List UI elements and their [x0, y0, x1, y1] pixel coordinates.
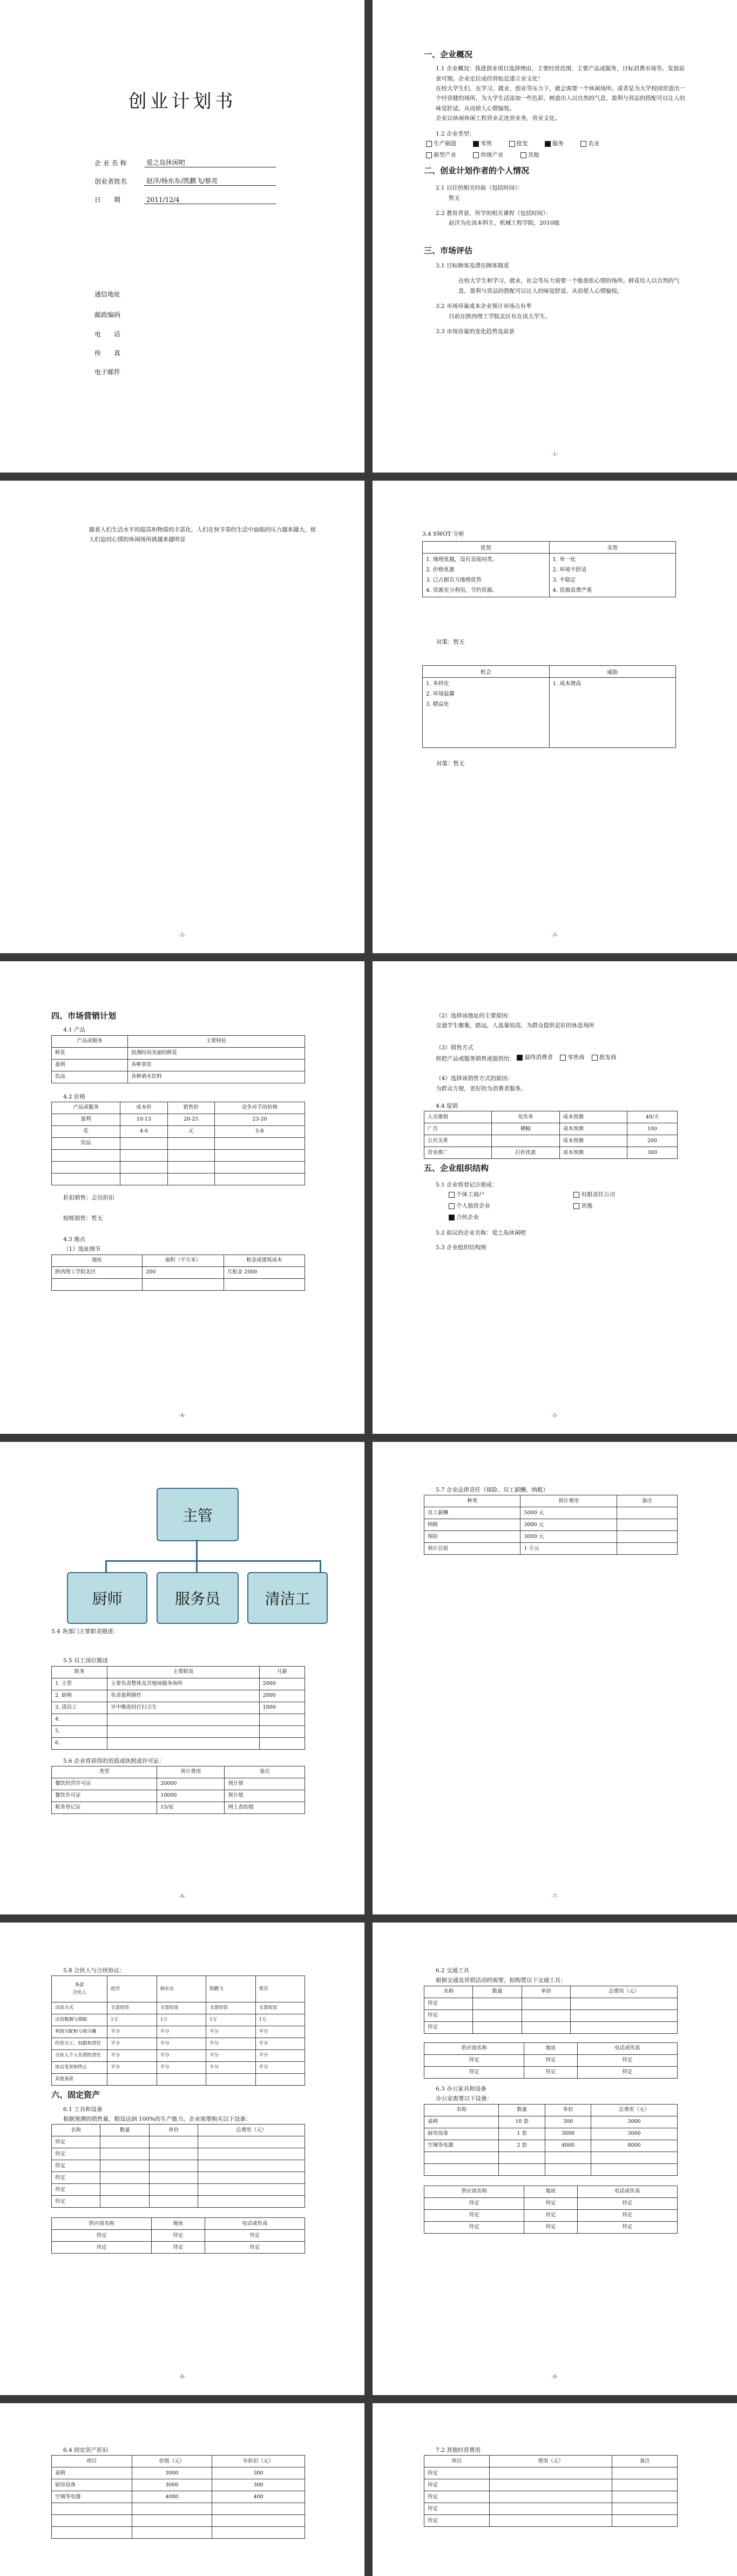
- page-number: -3-: [551, 933, 558, 938]
- checkbox-empty-icon: [573, 1192, 579, 1198]
- table-row: [424, 2163, 678, 2175]
- field-label: 日 期: [94, 196, 121, 204]
- sales-reason-label: （4）选择该销售方式的原因：: [436, 1075, 513, 1082]
- section-5-5: 5.5 员工岗位描述: [63, 1657, 109, 1664]
- table-row: 待定: [52, 2172, 305, 2184]
- enterprise-type-options: [424, 139, 688, 150]
- checkbox-empty-icon: [520, 152, 526, 158]
- header-opportunities: 机会: [423, 666, 550, 678]
- table-row: 保险 3000 元: [424, 1531, 678, 1543]
- table-row: 待定: [424, 2009, 678, 2021]
- page-number: -1-: [551, 452, 558, 457]
- table-row: 待定: [424, 1998, 678, 2009]
- table-row: 利润分配和亏损分摊 平分 平分 平分 平分: [52, 2026, 305, 2038]
- para-3-2-value: 目前在陕西理工学院北区有在读大学生。: [449, 313, 551, 320]
- checkbox-checked-icon: [517, 1055, 523, 1061]
- registration-options: [424, 1190, 678, 1224]
- section-5-7: 5.7 企业法律责任（保险、员工薪酬、纳税）: [436, 1487, 549, 1493]
- table-row: [52, 1150, 305, 1162]
- header-weaknesses: 劣势: [549, 542, 676, 554]
- vehicle-table: 名称 数量 单价 总费用（元） 待定 待定 待定: [424, 1986, 678, 2034]
- table-row: 花 4-6 元 5-8: [52, 1126, 305, 1138]
- table-row: 待定: [52, 2148, 305, 2160]
- table-row: 待定: [424, 2021, 678, 2033]
- para-2-1-value: 暂无: [449, 194, 460, 201]
- checkbox-end-consumer: 最终消费者: [517, 1053, 553, 1062]
- checkbox-empty-icon: [426, 152, 432, 158]
- checkbox-empty-icon: [509, 141, 515, 147]
- location-table: 地址 面积（平方米） 租金或建筑成本 陕西理工学院北区 200 月租金 2000: [51, 1255, 305, 1291]
- heading-overview: 一、企业概况: [424, 50, 473, 59]
- checkbox-traditional: 传统产业: [473, 150, 503, 160]
- table-row: 盈利 各种茶饮: [52, 1059, 305, 1071]
- checkbox-new-industry: 新型产业: [426, 150, 456, 160]
- swot-note-2: 对策：暂无: [436, 760, 465, 767]
- para-2-2-value: 赵洋为在读本科生，机械工程学院，2010级: [449, 220, 560, 227]
- contact-fax: 传 真: [94, 349, 121, 357]
- section-5-4: 5.4 各部门主要职责描述：: [51, 1628, 119, 1635]
- field-company: [94, 156, 276, 167]
- section-5-3: 5.3 企业组织结构图: [436, 1244, 486, 1251]
- swot-table-1: [422, 541, 676, 597]
- section-6-2-desc: 根据交通及营销活动的需要，拟购置以下交通工具：: [436, 1977, 566, 1984]
- table-row: 员工薪酬 5000 元: [424, 1507, 678, 1519]
- section-6-4: 6.4 固定资产折旧: [63, 2447, 109, 2453]
- org-connector: [196, 1560, 198, 1572]
- page-vehicles-office: [373, 1923, 737, 2395]
- checkbox-checked-icon: [545, 141, 551, 147]
- checkbox-wholesaler: 批发商: [592, 1053, 617, 1062]
- table-row: 人员推销 发传单 成本预测 40/天: [424, 1111, 678, 1123]
- org-connector: [320, 1560, 321, 1572]
- para-2-2: 2.2 教育背景，所学的相关课程（包括时间）：: [436, 210, 552, 217]
- enterprise-type-options-2: [424, 150, 688, 161]
- header-threats: 威胁: [549, 666, 676, 678]
- sales-method-options: 将把产品或服务销售或提供给： 最终消费者 零售商 批发商: [424, 1053, 678, 1064]
- org-node-manager: 主管: [157, 1488, 239, 1541]
- para-market-trend: 随着人们生活水平的提高和物质的丰富化，人们在快节奏的生活中面临的压力越来越大，使人们迫切心情的休闲场所就越来越明显: [89, 527, 316, 543]
- checkbox-agriculture: 农业: [580, 139, 599, 149]
- table-row: 其他条款: [52, 2074, 305, 2086]
- heading-marketing: 四、市场营销计划: [51, 1011, 117, 1021]
- field-label: 创业者姓名: [94, 178, 127, 185]
- table-row: 待定 待定 待定: [424, 2209, 678, 2221]
- table-row: 预计总值 1 万元: [424, 1543, 678, 1555]
- section-4-2: 4.2 价格: [63, 1093, 86, 1100]
- promotion-table: [424, 1111, 678, 1159]
- table-row: 桌椅 10 套 300 3000: [424, 2116, 678, 2128]
- field-value: 赵洋/杨东东/凯鹏飞/蔡亮: [144, 176, 276, 186]
- product-table: 产品或服务 主要特征 鲜花 浪漫时尚美丽的鲜花 盈利 各种茶饮 饮品 各种酒水饮料: [51, 1035, 305, 1083]
- para-2-1: 2.1 以往的相关经验（包括时间）：: [436, 185, 523, 192]
- contact-phone: 电 话: [94, 331, 121, 338]
- page-number: -6-: [179, 1894, 186, 1899]
- section-5-1: 5.1 企业将登记注册成：: [436, 1181, 498, 1188]
- para-1-1c: 企业以休闲休闲工程营业走连营业务，营业文化。: [436, 115, 560, 122]
- section-6-1: 6.1 工具和设备: [63, 2106, 103, 2113]
- table-row: 营业推广 打折优惠 成本预测 300: [424, 1147, 678, 1159]
- table-row: 1. 主管 主要负责整体及其他场服务场所 2000: [52, 1678, 305, 1690]
- checkbox-checked-icon: [449, 1215, 455, 1220]
- page-other-expenses: [373, 2403, 737, 2576]
- para-3-1: 3.1 目标顾客及潜在顾客描述: [436, 262, 509, 269]
- table-row: 待定: [52, 2184, 305, 2196]
- table-row: 待定: [52, 2160, 305, 2172]
- table-row: 待定: [424, 2503, 678, 2515]
- table-row: 待定 待定 待定: [424, 2197, 678, 2209]
- org-connector: [196, 1540, 198, 1561]
- table-row: 待定: [424, 2515, 678, 2527]
- table-row: 餐饮许可证 10000 预计值: [52, 1790, 305, 1802]
- table-row: 待定: [52, 2136, 305, 2148]
- section-5-8: 5.8 合伙人与合伙协议：: [63, 1967, 125, 1974]
- table-row: 待定 待定 待定: [52, 2230, 305, 2242]
- section-7-2: 7.2 其他经营费用: [436, 2447, 481, 2453]
- page-number: -9-: [551, 2375, 558, 2380]
- vehicle-supplier-table: 供应商名称 地址 电话或传真 待定 待定 待定 待定 待定 待定: [424, 2042, 678, 2079]
- checkbox-sole-proprietor: 个人独资企业: [449, 1201, 557, 1211]
- table-row: 桌椅 3000 300: [52, 2467, 305, 2479]
- page-depreciation: [0, 2403, 364, 2576]
- page-number: -4-: [179, 1413, 186, 1419]
- table-row: 饮品 各种酒水饮料: [52, 1071, 305, 1083]
- field-founders: [94, 174, 276, 186]
- expenses-table: 项目 费用（元） 备注 待定 待定 待定 待定 待定: [424, 2455, 678, 2527]
- heading-organization: 五、企业组织结构: [424, 1163, 489, 1174]
- checkbox-manufacturing: 生产制造: [426, 139, 456, 149]
- checkbox-individual: 个体工商户: [449, 1190, 557, 1199]
- page-number: -2-: [179, 933, 186, 938]
- checkbox-other-type: 其他: [573, 1201, 592, 1211]
- section-4-4: 4.4 促销: [436, 1102, 458, 1109]
- section-4-1: 4.1 产品: [63, 1027, 86, 1034]
- table-row: 待定: [52, 2196, 305, 2208]
- table-row: 4.: [52, 1714, 305, 1725]
- contact-postcode: 邮政编码: [94, 311, 121, 319]
- checkbox-wholesale: 批发: [509, 139, 528, 149]
- equipment-table: 名称 数量 单价 总费用（元） 待定 待定 待定 待定 待定 待定: [51, 2124, 305, 2208]
- table-row: [52, 1174, 305, 1185]
- table-row: 出资数额与期限 1万 1万 1万 1万: [52, 2014, 305, 2026]
- checkbox-partnership: 合伙企业: [449, 1212, 479, 1222]
- table-row: 2. 厨师 负责盈利制作 2000: [52, 1690, 305, 1702]
- table-row: 鲜花 浪漫时尚美丽的鲜花: [52, 1047, 305, 1059]
- opportunities-list: 1. 多样化 2. 环境温馨 3. 精益化: [423, 678, 550, 748]
- heading-personal: 二、创业计划作者的个人情况: [424, 166, 530, 176]
- table-row: 待定 待定 待定: [424, 2054, 678, 2066]
- table-row: 出资方式 支票投资 支票投资 支票投资 支票投资: [52, 2002, 305, 2014]
- table-row: 协议变更和终止 平分 平分 平分 平分: [52, 2062, 305, 2074]
- checkbox-other: 其他: [520, 150, 539, 160]
- contact-email: 电子邮件: [94, 368, 121, 376]
- heading-market: 三、市场评估: [424, 245, 473, 255]
- table-row: 公共关系 成本预测 200: [424, 1135, 678, 1147]
- page-overview: [373, 0, 737, 473]
- table-row: 合伙人个人负债的责任 平分 平分 平分 平分: [52, 2050, 305, 2062]
- checkbox-empty-icon: [473, 152, 479, 158]
- strengths-list: 1. 地理优越，没有直接同类。 2. 价格优惠 3. 已占据有力地理优势 4. 资源充分利用，节约资源。: [423, 554, 550, 597]
- checkbox-service: 服务: [545, 139, 564, 149]
- sales-method-label: （3）销售方式: [436, 1044, 474, 1051]
- depreciation-table: 项目 价值（元） 年折旧（元） 桌椅 3000 300 厨房设备 3000 300 空调等电器 4000 400: [51, 2455, 305, 2539]
- field-value: 爱之岛休闲吧: [144, 158, 276, 167]
- checkbox-empty-icon: [449, 1203, 455, 1209]
- header-strengths: 优势: [423, 542, 550, 554]
- table-row: [52, 2503, 305, 2515]
- table-row: 广告 横幅 成本预测 100: [424, 1123, 678, 1135]
- org-node-chef: 厨师: [67, 1572, 147, 1624]
- table-row: 税务登记证 15/证 网上查的值: [52, 1802, 305, 1814]
- table-row: 待定: [424, 2467, 678, 2479]
- table-row: 盈利 10-13 20-25 23-20: [52, 1114, 305, 1126]
- section-5-6: 5.6 企业将获得的资质或执照或许可证：: [63, 1757, 165, 1764]
- price-table: 产品或服务 成本价 销售价 竞争对手的价格 盈利 10-13 20-25 23-20 花 4-6 元 5-8 饮品: [51, 1102, 305, 1185]
- table-row: [424, 2152, 678, 2163]
- swot-note-1: 对策：暂无: [436, 639, 465, 645]
- table-row: 3. 清洁工 早中晚连时打扫卫生 1000: [52, 1702, 305, 1714]
- contact-address: 通信地址: [94, 291, 121, 298]
- section-6-2: 6.2 交通工具: [436, 1967, 470, 1974]
- section-6-3: 6.3 办公家具和设备: [436, 2085, 486, 2092]
- para-1-2: 1.2 企业类型：: [436, 130, 475, 137]
- page-marketing: [0, 961, 364, 1434]
- para-3-2: 3.2 市场容量或本企业预计市场占有率: [436, 303, 532, 310]
- page-legal: [373, 1442, 737, 1914]
- page-number: -5-: [551, 1413, 558, 1419]
- section-5-2: 5.2 拟议的企业名称：爱之岛休闲吧: [436, 1230, 526, 1237]
- table-row: 6.: [52, 1737, 305, 1749]
- page-number: -8-: [179, 2375, 186, 2380]
- para-3-3: 3.3 市场容量的变化趋势及前景: [436, 328, 515, 335]
- threats-list: 1. 成本增高: [549, 678, 676, 748]
- weaknesses-list: 1. 单一化 2. 环境不舒适 3. 不稳定 4. 资源浪费严重: [549, 554, 676, 597]
- discount-note: 折扣销售：会员折扣: [63, 1195, 114, 1201]
- document-title: 创业计划书: [128, 91, 236, 112]
- location-reason-label: （2）选择该地址的主要原因：: [436, 1013, 513, 1019]
- table-row: 待定: [424, 2479, 678, 2491]
- checkbox-empty-icon: [580, 141, 586, 147]
- org-connector: [105, 1560, 321, 1562]
- checkbox-checked-icon: [473, 141, 479, 147]
- page-market-trend: [0, 481, 364, 953]
- field-label: 企 业 名 称: [94, 159, 127, 167]
- section-4-3-1: （1）选址细节: [63, 1246, 101, 1253]
- section-4-3: 4.3 地点: [63, 1236, 86, 1243]
- page-swot: [373, 481, 737, 953]
- table-row: 待定: [424, 2491, 678, 2503]
- table-row: 空调等电器 4000 400: [52, 2491, 305, 2503]
- org-node-waiter: 服务员: [157, 1572, 239, 1624]
- table-row: 餐饮经营许可证 20000 预计值: [52, 1778, 305, 1790]
- checkbox-empty-icon: [573, 1203, 579, 1209]
- table-row: 待定 待定 待定: [424, 2066, 678, 2078]
- section-6-1-desc: 根据预测的销售量，假设达到 100%的生产能力，企业需要购买以下设备：: [63, 2116, 252, 2122]
- staff-table: 职务 主要职责 月薪 1. 主管 主要负责整体及其他场服务场所 2000 2. 厨师 负责盈利制作 2000 3. 清洁工 早中晚连时打扫卫生 1000 4. 5. 6.: [51, 1666, 305, 1750]
- section-6-3-desc: 办公室需要以下设备：: [436, 2095, 492, 2102]
- table-row: 厨房设备 1 套 3000 3000: [424, 2128, 678, 2140]
- checkbox-empty-icon: [449, 1192, 455, 1198]
- swot-table-2: [422, 665, 676, 748]
- sales-reason: 为群众方便，更好的为消费者服务。: [436, 1085, 526, 1092]
- checkbox-retailer: 零售商: [560, 1053, 585, 1062]
- field-date: [94, 192, 276, 204]
- table-row: 5.: [52, 1725, 305, 1737]
- supplier-table: 供应商名称 地址 电话或传真 待定 待定 待定 待定 待定 待定: [51, 2217, 305, 2254]
- credit-note: 赊账销售：暂无: [63, 1215, 103, 1222]
- heading-fixed-assets: 六、固定资产: [51, 2090, 100, 2100]
- field-value: 2011/12/4: [144, 196, 276, 204]
- office-supplier-table: 供应商名称 地址 电话或传真 待定 待定 待定 待定 待定 待定 待定 待定 待定: [424, 2186, 678, 2234]
- location-reason: 交通学生聚集，路远，人流量较高，为群众提供是好的休息场所: [436, 1022, 594, 1029]
- page-cover: [0, 0, 364, 473]
- table-row: 空调等电器 2 套 4000 8000: [424, 2140, 678, 2152]
- table-row: [52, 2527, 305, 2539]
- page-partners-assets: [0, 1923, 364, 2395]
- para-1-1b: 在校大学生们，在学习，就业，创业等压力下，就会需要一个休闲场所。或者是为大学校园营造出一个经营健的场所，为大学生活添加一些色彩，树造出人以自然的气息，盈利与营品的搭配可以让人的味觉肝适，从而使人心情愉悦。: [436, 85, 685, 112]
- table-row: [52, 1162, 305, 1174]
- para-3-1-value: 在校大学生和学习，就业，社会等压力需要一个能放松心情的场所。鲜花给人以自然的气息，盈利与营品的搭配可以让人的味觉舒适，从而使人心情愉悦。: [458, 278, 680, 294]
- table-row: [52, 1278, 305, 1290]
- table-row: 纳税 3000 元: [424, 1519, 678, 1531]
- table-row: 经营分工、权限和责任 平分 平分 平分 平分: [52, 2038, 305, 2050]
- org-connector: [105, 1560, 107, 1572]
- page-org-chart: [0, 1442, 364, 1914]
- table-row: 饮品: [52, 1138, 305, 1150]
- checkbox-empty-icon: [560, 1055, 566, 1061]
- license-table: 类型 预计费用 备注 餐饮经营许可证 20000 预计值 餐饮许可证 10000 预计值 税务登记证 15/证 网上查的值: [51, 1766, 305, 1814]
- checkbox-empty-icon: [426, 141, 432, 147]
- page-number: -7-: [551, 1894, 558, 1899]
- legal-table: 种类 预计费用 备注 员工薪酬 5000 元 纳税 3000 元 保险 3000 元 预计总值 1 万元: [424, 1495, 678, 1555]
- checkbox-llc: 有限责任公司: [573, 1190, 615, 1199]
- table-row: 待定 待定 待定: [52, 2242, 305, 2254]
- checkbox-empty-icon: [592, 1055, 598, 1061]
- partner-table: 条款 合伙人 赵洋 杨东东 凯鹏飞 蔡亮 出资方式 支票投资 支票投资 支票投资 支票投资 出资数额与期限 1万 1万 1万 1万 利润分配和亏损分摊 平分 平分 平分 平分 经营分工、权限和责任 平分 平分 平分 平分 合伙人个人负债的责任 平分 平分 平分 平分 协议变更和终止 平分 平分 平分 平分 其他条款: [51, 1975, 305, 2086]
- para-1-1: 1.1 企业概况：我进创业项目选择理由，主要经营范围，主要产品或服务，目标消费市场等。发展前景可期。企业定位成经营贴近建立业文化！: [436, 65, 685, 82]
- table-row: 厨房设备 3000 300: [52, 2479, 305, 2491]
- table-row: 待定 待定 待定: [424, 2221, 678, 2233]
- table-row: 陕西理工学院北区 200 月租金 2000: [52, 1266, 305, 1278]
- page-sales-org: [373, 961, 737, 1434]
- table-row: [52, 2515, 305, 2527]
- swot-title: 3.4 SWOT 分析: [422, 531, 464, 537]
- checkbox-retail: 零售: [473, 139, 492, 149]
- office-table: 名称 数量 单价 总费用（元） 桌椅 10 套 300 3000 厨房设备 1 套 3000 3000 空调等电器 2 套 4000 8000: [424, 2104, 678, 2176]
- org-node-cleaner: 清洁工: [247, 1572, 328, 1624]
